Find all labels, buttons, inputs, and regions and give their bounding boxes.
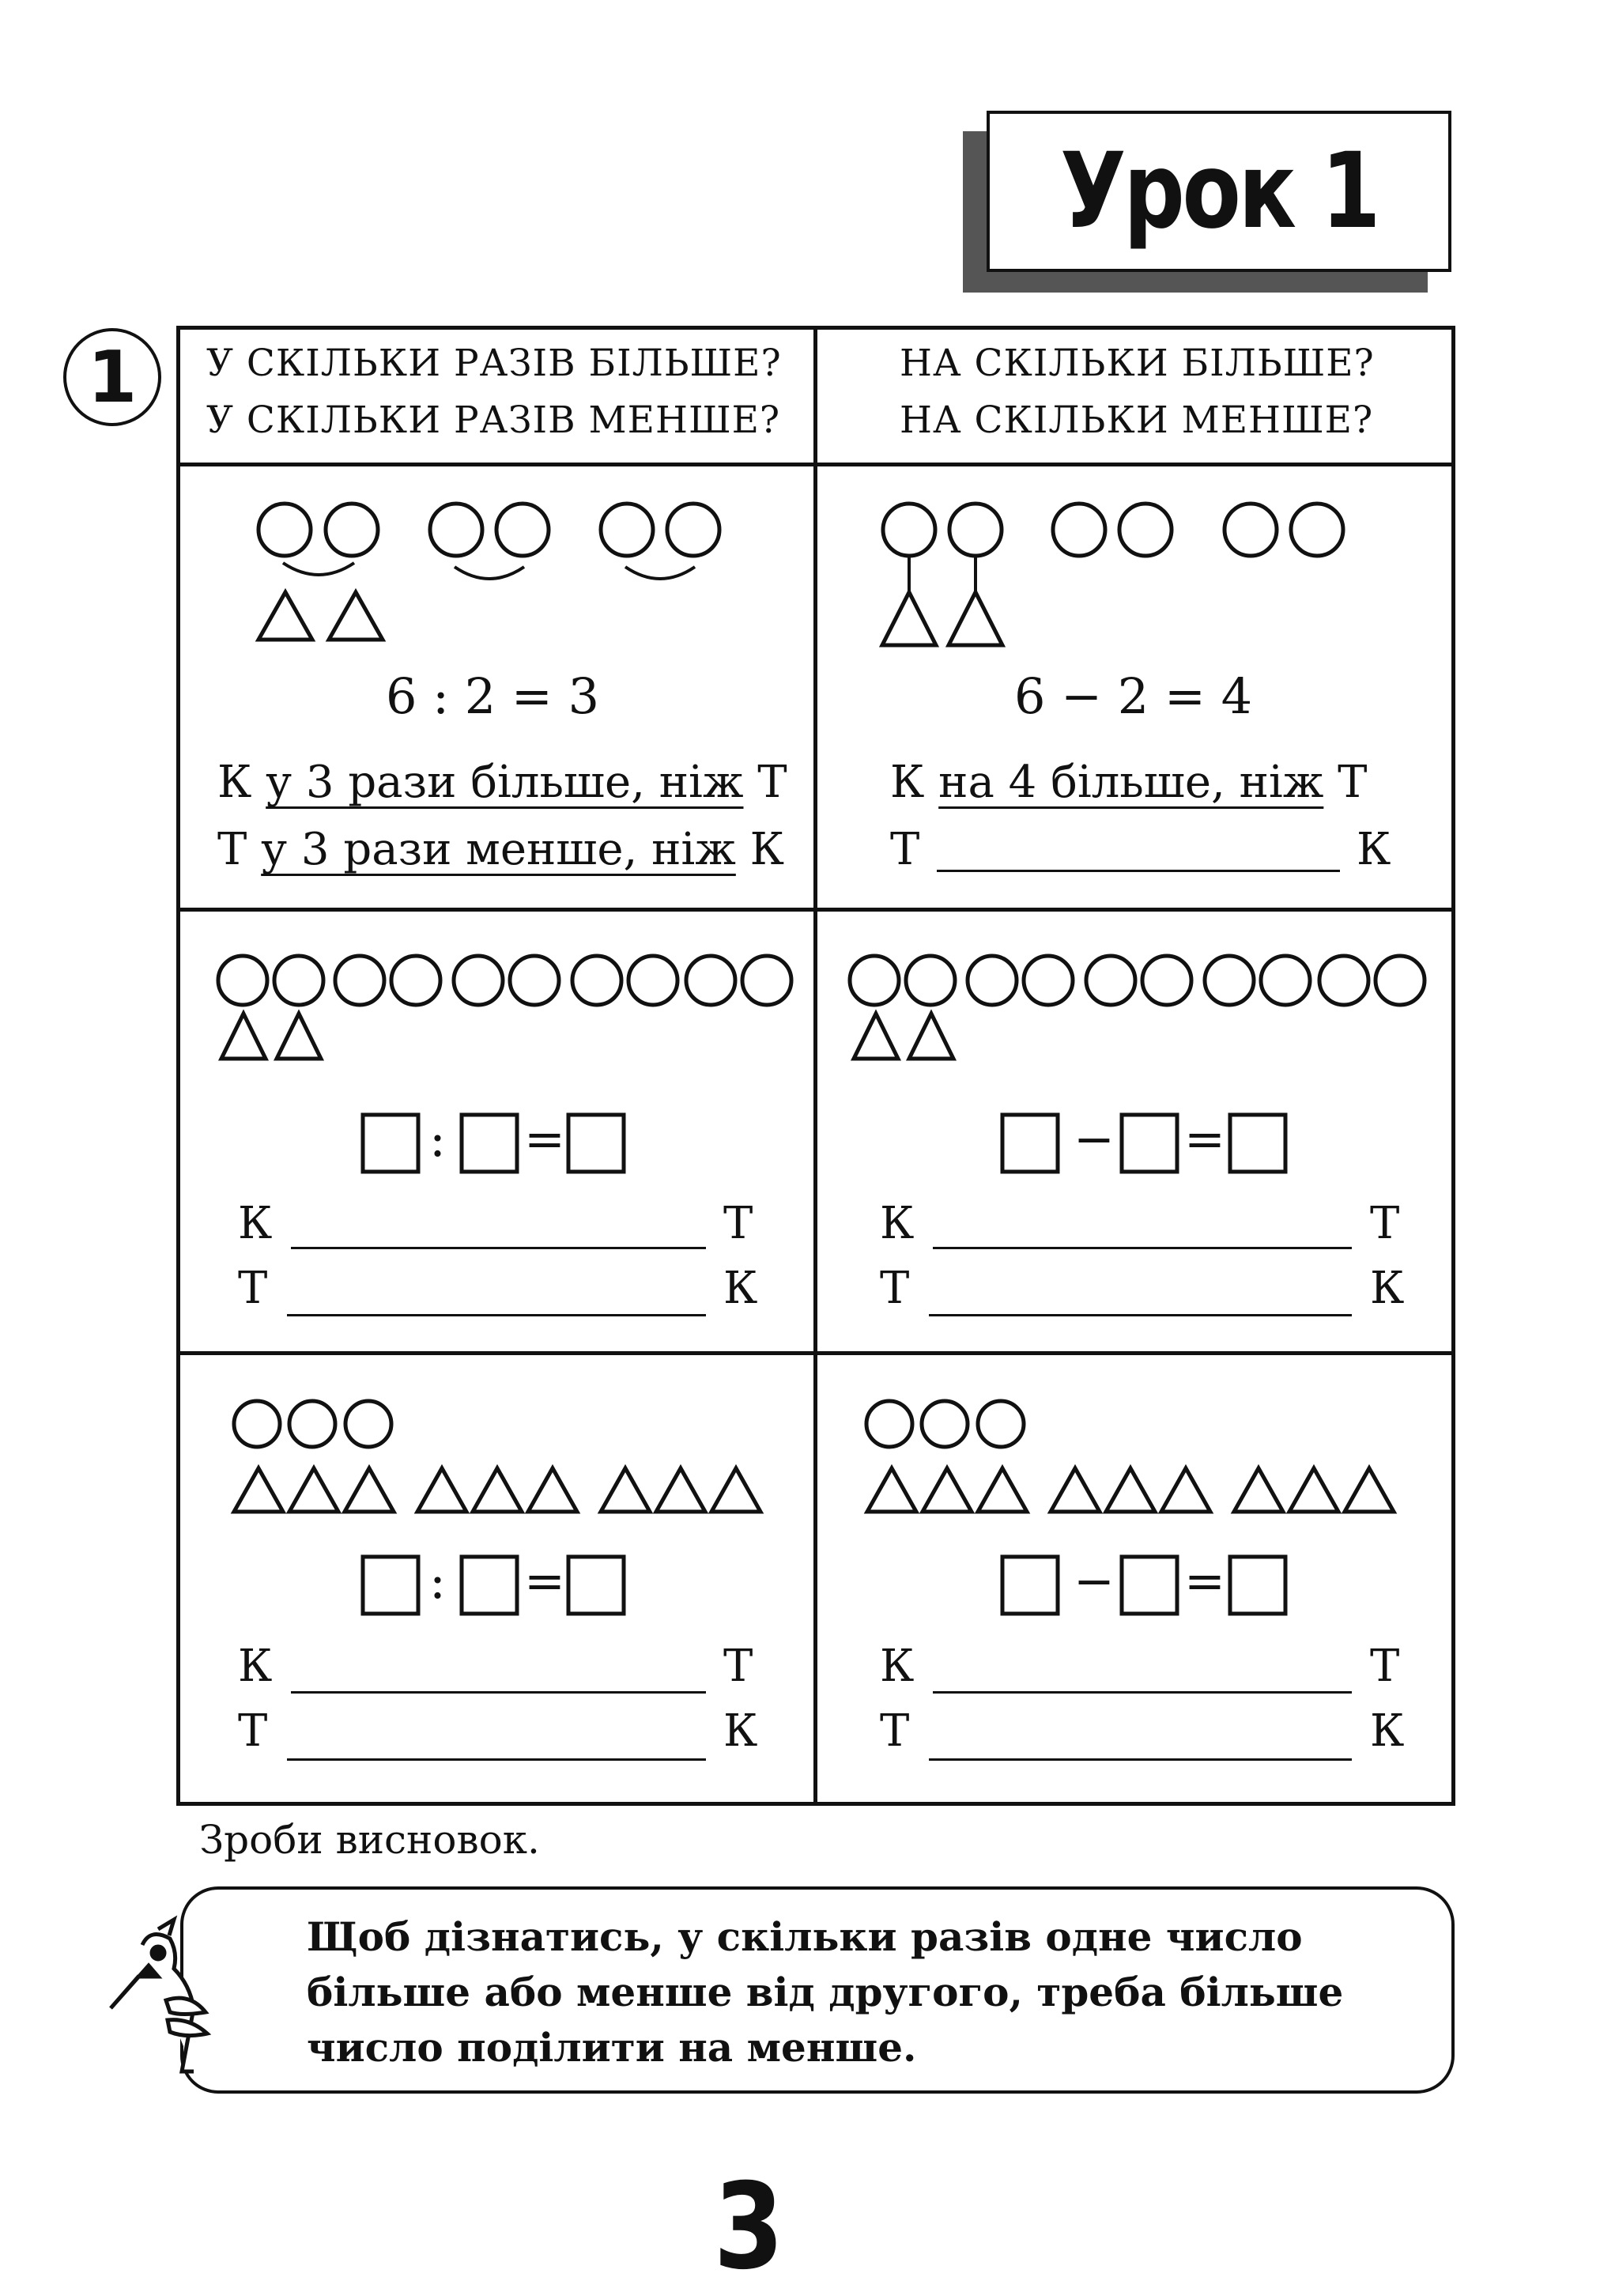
- triangle: [711, 1468, 760, 1512]
- triangle: [978, 1468, 1027, 1512]
- triangle: [234, 1468, 283, 1512]
- triangle: [1234, 1468, 1283, 1512]
- circle: [259, 504, 311, 556]
- circle: [234, 1401, 280, 1447]
- triangle: [417, 1468, 466, 1512]
- circle: [496, 504, 549, 556]
- rule-line-3: число поділити на менше.: [307, 2024, 917, 2071]
- answer-box: [1230, 1557, 1285, 1614]
- exercise-left-1-shapes: [218, 956, 791, 1172]
- circle: [686, 956, 735, 1005]
- circle: [742, 956, 791, 1005]
- answer-line[interactable]: [291, 1691, 706, 1694]
- answer-line[interactable]: [287, 1758, 706, 1761]
- example-right-sentence-1: К на 4 більше, ніж Т: [890, 757, 1368, 808]
- letter-k: К: [723, 1263, 758, 1314]
- circle: [978, 1401, 1024, 1447]
- header-right-line-2: НА СКІЛЬКИ МЕНШЕ?: [900, 398, 1374, 442]
- answer-box: [1122, 1115, 1177, 1172]
- letter-t: Т: [1370, 1641, 1400, 1692]
- triangle: [345, 1468, 394, 1512]
- circle: [454, 956, 503, 1005]
- answer-line[interactable]: [287, 1314, 706, 1316]
- answer-box: [363, 1115, 418, 1172]
- answer-line[interactable]: [929, 1314, 1352, 1316]
- answer-box: [1002, 1557, 1058, 1614]
- answer-box: [568, 1115, 624, 1172]
- exercise-right-1-shapes: [850, 956, 1425, 1172]
- circle: [510, 956, 559, 1005]
- circle: [883, 504, 935, 556]
- header-left-line-1: У СКІЛЬКИ РАЗІВ БІЛЬШЕ?: [206, 342, 782, 385]
- triangle: [1051, 1468, 1100, 1512]
- page-number: 3: [713, 2158, 784, 2296]
- equals-sign: =: [524, 1110, 565, 1168]
- triangle: [221, 1014, 266, 1059]
- example-left-expression: 6 : 2 = 3: [386, 667, 600, 725]
- triangle: [329, 592, 383, 640]
- circle: [628, 956, 677, 1005]
- circle: [1291, 504, 1343, 556]
- triangle: [867, 1468, 916, 1512]
- answer-box: [568, 1557, 624, 1614]
- circle: [1261, 956, 1310, 1005]
- header-right-line-1: НА СКІЛЬКИ БІЛЬШЕ?: [900, 342, 1375, 385]
- circle: [326, 504, 378, 556]
- letter-k: К: [880, 1641, 915, 1692]
- letter-t: Т: [238, 1705, 268, 1757]
- pair-arc: [625, 567, 695, 579]
- circle: [949, 504, 1002, 556]
- letter-k: К: [238, 1641, 273, 1692]
- triangle: [289, 1468, 338, 1512]
- divide-sign: :: [429, 1552, 446, 1610]
- triangle: [923, 1468, 972, 1512]
- letter-k: К: [880, 1198, 915, 1249]
- exercise-right-2-shapes: [866, 1401, 1394, 1614]
- task-grid: [176, 326, 1455, 1806]
- triangle: [656, 1468, 705, 1512]
- letter-t: Т: [880, 1705, 910, 1757]
- letter-t: Т: [1370, 1198, 1400, 1249]
- answer-box: [462, 1115, 517, 1172]
- answer-box: [1002, 1115, 1058, 1172]
- rule-line-2: більше або менше від другого, треба більше: [307, 1969, 1344, 2015]
- pair-arc: [283, 563, 354, 575]
- circle: [1119, 504, 1172, 556]
- bird-icon: [103, 1913, 213, 2079]
- circle: [1024, 956, 1073, 1005]
- circle: [1205, 956, 1254, 1005]
- letter-t: Т: [880, 1263, 910, 1314]
- equals-sign: =: [524, 1552, 565, 1610]
- minus-sign: −: [1074, 1552, 1115, 1610]
- circle: [1053, 504, 1105, 556]
- example-right-expression: 6 − 2 = 4: [1014, 667, 1253, 725]
- circle: [906, 956, 955, 1005]
- circle: [1142, 956, 1191, 1005]
- triangle: [259, 592, 312, 640]
- triangle: [277, 1014, 321, 1059]
- pair-arc: [455, 567, 524, 579]
- triangle: [601, 1468, 650, 1512]
- answer-box: [363, 1557, 418, 1614]
- answer-line[interactable]: [291, 1247, 706, 1249]
- example-left-sentence-1: К у 3 рази більше, ніж Т: [217, 757, 787, 808]
- answer-box: [1122, 1557, 1177, 1614]
- answer-box: [462, 1557, 517, 1614]
- circle: [922, 1401, 968, 1447]
- exercise-left-2-shapes: [234, 1401, 760, 1614]
- answer-line: [937, 870, 1340, 872]
- example-right-letter-end: К: [1357, 824, 1391, 875]
- example-left-sentence-2: Т у 3 рази менше, ніж К: [217, 824, 784, 875]
- letter-k: К: [723, 1705, 758, 1757]
- circle: [391, 956, 440, 1005]
- triangle: [528, 1468, 577, 1512]
- letter-k: К: [1370, 1263, 1405, 1314]
- circle: [345, 1401, 391, 1447]
- letter-k: К: [1370, 1705, 1405, 1757]
- circle: [430, 504, 482, 556]
- letter-k: К: [238, 1198, 273, 1249]
- triangle: [854, 1014, 898, 1059]
- example-right-letter-start: Т: [890, 824, 920, 875]
- circle: [667, 504, 719, 556]
- circle: [1225, 504, 1277, 556]
- letter-t: Т: [238, 1263, 268, 1314]
- divide-sign: :: [429, 1110, 446, 1168]
- answer-line[interactable]: [933, 1691, 1352, 1694]
- answer-line[interactable]: [929, 1758, 1352, 1761]
- circle: [601, 504, 653, 556]
- circle: [1086, 956, 1135, 1005]
- example-right-shapes: [882, 504, 1343, 645]
- circle: [1376, 956, 1425, 1005]
- circle: [1319, 956, 1368, 1005]
- triangle: [1161, 1468, 1210, 1512]
- circle: [218, 956, 267, 1005]
- circle: [572, 956, 621, 1005]
- answer-box: [1230, 1115, 1285, 1172]
- circle: [274, 956, 323, 1005]
- lesson-title: Урок 1: [1059, 130, 1379, 252]
- header-left-line-2: У СКІЛЬКИ РАЗІВ МЕНШЕ?: [206, 398, 781, 442]
- triangle: [949, 592, 1002, 645]
- example-left-shapes: [259, 504, 719, 640]
- letter-t: Т: [723, 1198, 753, 1249]
- triangle: [1289, 1468, 1338, 1512]
- triangle: [882, 592, 936, 645]
- equals-sign: =: [1184, 1110, 1225, 1168]
- task-number: 1: [63, 328, 161, 426]
- circle: [968, 956, 1017, 1005]
- circle: [850, 956, 899, 1005]
- lesson-title-box: [987, 111, 1451, 272]
- triangle: [909, 1014, 953, 1059]
- letter-t: Т: [723, 1641, 753, 1692]
- rule-line-1: Щоб дізнатись, у скільки разів одне число: [307, 1913, 1303, 1960]
- answer-line[interactable]: [933, 1247, 1352, 1249]
- shapes-layer: [176, 326, 1455, 1806]
- circle: [866, 1401, 912, 1447]
- circle: [289, 1401, 335, 1447]
- equals-sign: =: [1184, 1552, 1225, 1610]
- triangle: [473, 1468, 522, 1512]
- triangle: [1345, 1468, 1394, 1512]
- circle: [335, 956, 384, 1005]
- minus-sign: −: [1074, 1110, 1115, 1168]
- triangle: [1106, 1468, 1155, 1512]
- conclusion-label: Зроби висновок.: [199, 1817, 540, 1863]
